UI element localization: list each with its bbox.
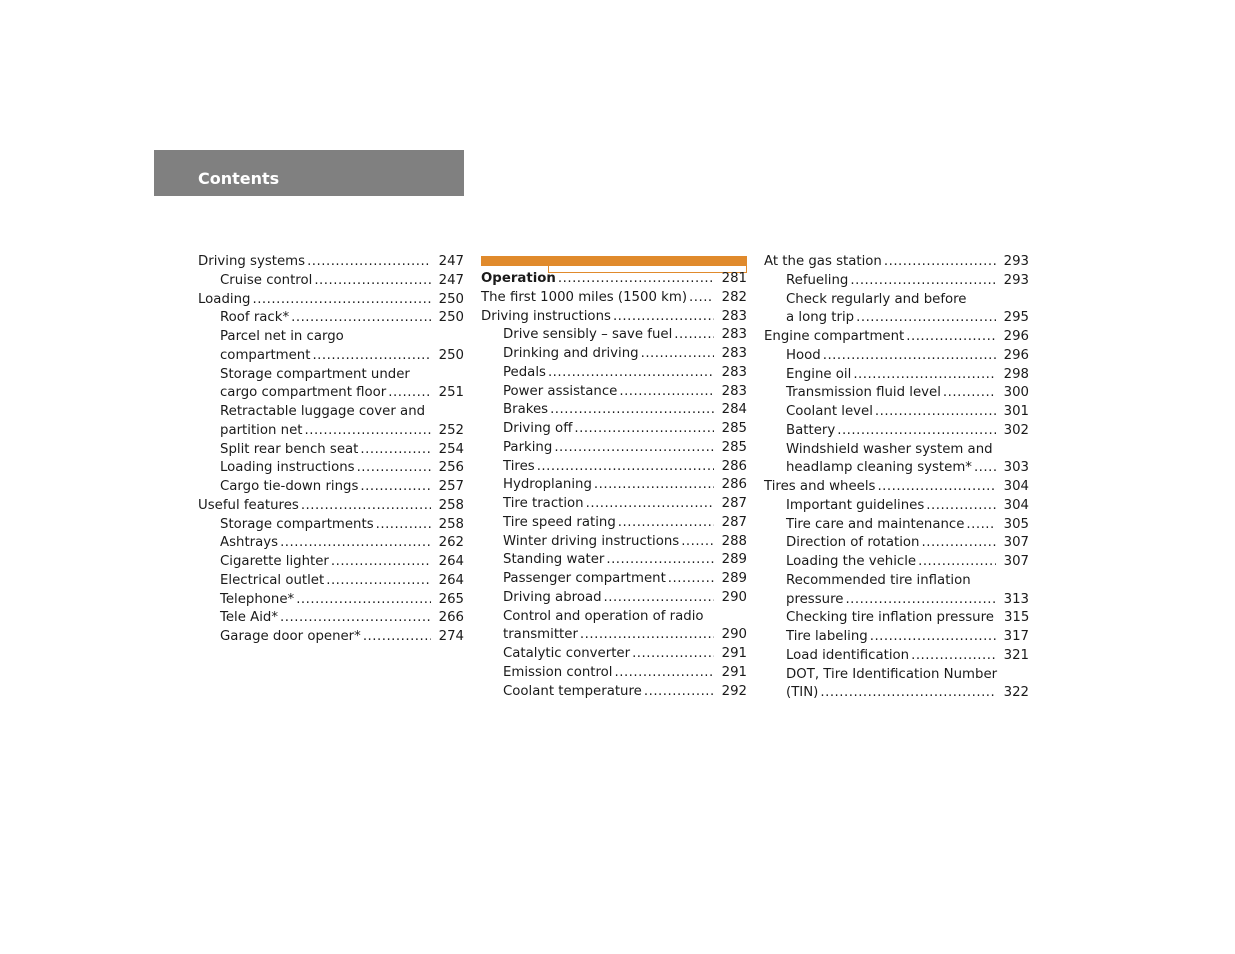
toc-entry-label: Tire care and maintenance (786, 516, 965, 532)
toc-leader-dots (632, 645, 714, 664)
toc-entry-page: 295 (1003, 310, 1029, 326)
toc-leader-dots (312, 347, 430, 366)
toc-entry-label: a long trip (786, 310, 855, 326)
toc-entry-label: transmitter (503, 627, 578, 643)
toc-leader-dots (918, 553, 996, 572)
toc-entry-label: compartment (220, 347, 311, 363)
toc-leader-dots (594, 476, 714, 495)
toc-entry-label: At the gas station (764, 254, 882, 269)
toc-entry-label: Loading the vehicle (786, 554, 917, 569)
toc-entry-label: Operation (481, 271, 556, 286)
toc-entry[interactable] (481, 551, 747, 570)
toc-entry[interactable] (481, 570, 747, 589)
toc-entry[interactable] (764, 291, 1029, 310)
toc-entry[interactable] (764, 478, 1029, 497)
toc-entry-page: 250 (438, 291, 464, 307)
toc-entry[interactable] (764, 647, 1029, 666)
toc-entry-page: 258 (438, 497, 464, 513)
toc-entry-label: Storage compartments (220, 516, 374, 532)
toc-entry-page: 292 (721, 683, 747, 699)
toc-entry[interactable] (198, 572, 464, 591)
toc-entry-page: 286 (721, 477, 747, 493)
toc-entry-page: 293 (1003, 254, 1029, 269)
toc-entry[interactable] (764, 459, 1029, 478)
toc-entry-page: 262 (438, 535, 464, 551)
toc-leader-dots (618, 514, 714, 533)
toc-entry-label: Hydroplaning (503, 477, 592, 493)
toc-entry-page: 313 (1003, 591, 1029, 607)
toc-entry[interactable] (764, 253, 1029, 272)
toc-entry[interactable] (481, 439, 747, 458)
toc-leader-dots (837, 422, 995, 441)
toc-entry-page: 296 (1003, 347, 1029, 363)
toc-entry-label: Hood (786, 347, 821, 363)
toc-entry-label: Loading instructions (220, 460, 355, 476)
toc-entry-label: Emission control (503, 664, 613, 680)
toc-entry-label: Split rear bench seat (220, 441, 359, 457)
toc-leader-dots (604, 589, 714, 608)
toc-leader-dots (875, 403, 996, 422)
toc-entry-label: Storage compartment under (220, 366, 410, 382)
toc-leader-dots (845, 591, 995, 610)
toc-entry-label: Electrical outlet (220, 572, 325, 588)
toc-entry-label: Parking (503, 439, 553, 455)
page-title: Contents (198, 169, 280, 188)
toc-entry-page: 256 (438, 460, 464, 476)
toc-leader-dots (911, 647, 996, 666)
toc-entry-page: 321 (1003, 647, 1029, 663)
toc-leader-dots (921, 534, 995, 553)
toc-column-1 (198, 253, 464, 647)
toc-entry[interactable] (481, 308, 747, 327)
toc-leader-dots (877, 478, 995, 497)
toc-entry-label: Tire labeling (786, 629, 868, 644)
toc-leader-dots (674, 326, 713, 345)
toc-entry[interactable] (764, 553, 1029, 572)
toc-entry-page: 251 (438, 385, 464, 401)
toc-leader-dots (644, 683, 714, 702)
toc-entry[interactable] (198, 422, 464, 441)
toc-entry-page: 298 (1003, 366, 1029, 382)
toc-entry-label: Direction of rotation (786, 535, 920, 551)
toc-entry[interactable] (481, 589, 747, 608)
toc-entry-label: Drive sensibly – save fuel (503, 327, 673, 343)
toc-entry[interactable] (481, 626, 747, 645)
toc-entry-label: Cargo tie-down rings (220, 479, 359, 494)
toc-entry[interactable] (764, 516, 1029, 535)
toc-entry-page: 250 (438, 310, 464, 326)
toc-entry[interactable] (198, 516, 464, 535)
toc-entry[interactable] (198, 534, 464, 553)
toc-entry-label: Loading (198, 291, 251, 307)
toc-entry-label: Retractable luggage cover and (220, 404, 426, 419)
toc-entry[interactable] (764, 272, 1029, 291)
toc-entry[interactable] (764, 403, 1029, 422)
toc-entry-page: 264 (438, 572, 464, 588)
toc-entry[interactable] (481, 645, 747, 664)
toc-entry[interactable] (764, 441, 1029, 460)
toc-entry[interactable] (481, 683, 747, 702)
toc-entry[interactable] (198, 403, 464, 422)
toc-entry-page: 322 (1003, 685, 1029, 701)
toc-entry[interactable] (764, 347, 1029, 366)
toc-entry-page: 301 (1003, 404, 1029, 419)
toc-entry-page: 289 (721, 571, 747, 586)
toc-entry-page: 283 (721, 346, 747, 361)
toc-entry-label: Tele Aid* (220, 610, 279, 626)
toc-entry-label: Winter driving instructions (503, 533, 680, 549)
toc-entry-page: 317 (1003, 629, 1029, 644)
toc-entry-page: 302 (1003, 422, 1029, 438)
toc-entry[interactable] (198, 459, 464, 478)
toc-entry[interactable] (764, 591, 1029, 610)
toc-entry-page: 287 (721, 496, 747, 511)
toc-entry-page: 305 (1003, 516, 1029, 532)
toc-entry-label: Driving instructions (481, 308, 611, 324)
toc-leader-dots (307, 253, 431, 272)
toc-entry-page: 257 (438, 479, 464, 494)
toc-leader-dots (548, 364, 714, 383)
toc-entry[interactable] (481, 664, 747, 683)
toc-entry[interactable] (481, 364, 747, 383)
toc-leader-dots (252, 291, 430, 310)
toc-leader-dots (668, 570, 714, 589)
toc-entry-page: 247 (438, 272, 464, 288)
toc-entry-page: 289 (721, 552, 747, 568)
toc-entry-label: Drinking and driving (503, 346, 639, 361)
toc-entry-label: Load identification (786, 647, 910, 663)
toc-entry-page: 307 (1003, 554, 1029, 569)
toc-entry[interactable] (198, 553, 464, 572)
toc-entry-label: Tire speed rating (503, 514, 616, 530)
toc-leader-dots (641, 345, 714, 364)
toc-entry[interactable] (481, 345, 747, 364)
toc-leader-dots (619, 383, 713, 402)
toc-entry-label: Check regularly and before (786, 291, 967, 307)
toc-entry-page: 290 (721, 627, 747, 643)
toc-entry-page: 283 (721, 383, 747, 399)
toc-entry-label: pressure (786, 591, 844, 607)
toc-entry-label: Power assistance (503, 383, 618, 399)
toc-leader-dots (606, 551, 713, 570)
toc-entry[interactable] (764, 384, 1029, 403)
toc-leader-dots (823, 347, 996, 366)
toc-leader-dots (537, 458, 714, 477)
toc-leader-dots (586, 495, 714, 514)
toc-entry-label: Transmission fluid level (786, 385, 941, 401)
toc-entry-label: Tires (503, 458, 535, 474)
toc-entry-page: 254 (438, 441, 464, 457)
toc-entry-page: 287 (721, 514, 747, 530)
toc-entry[interactable] (198, 384, 464, 403)
toc-leader-dots (926, 497, 995, 516)
toc-column-3 (764, 253, 1029, 703)
toc-entry-page: 291 (721, 664, 747, 680)
toc-entry-page: 283 (721, 327, 747, 343)
toc-leader-dots (850, 272, 995, 291)
toc-leader-dots (614, 664, 713, 683)
toc-entry[interactable] (481, 383, 747, 402)
toc-entry-page: 250 (438, 347, 464, 363)
toc-entry[interactable] (198, 478, 464, 497)
toc-entry-page: 288 (721, 533, 747, 549)
toc-entry[interactable] (764, 572, 1029, 591)
toc-entry-label: Driving off (503, 421, 573, 436)
toc-entry[interactable] (764, 309, 1029, 328)
toc-entry[interactable] (481, 514, 747, 533)
toc-entry-label: Driving systems (198, 254, 306, 269)
toc-entry-label: Refueling (786, 272, 849, 288)
toc-entry-label: Brakes (503, 402, 549, 418)
toc-entry-page: 296 (1003, 329, 1029, 344)
toc-leader-dots (291, 309, 431, 328)
toc-entry-page: 258 (438, 516, 464, 532)
toc-entry[interactable] (198, 291, 464, 310)
toc-entry[interactable] (764, 328, 1029, 347)
toc-entry-page: 304 (1003, 479, 1029, 494)
toc-entry[interactable] (481, 495, 747, 514)
toc-leader-dots (314, 272, 430, 291)
toc-entry-page: 247 (438, 254, 464, 269)
toc-entry-label: Driving abroad (503, 589, 602, 605)
toc-entry-page: 285 (721, 439, 747, 455)
toc-entry-label: Battery (786, 422, 836, 438)
toc-entry-label: Coolant level (786, 404, 873, 419)
toc-entry-label: Telephone* (220, 591, 295, 607)
toc-leader-dots (360, 478, 430, 497)
toc-entry-label: headlamp cleaning system* (786, 460, 972, 476)
toc-entry-page: 291 (721, 646, 747, 661)
toc-entry-label: Tires and wheels (764, 479, 876, 494)
toc-leader-dots (853, 366, 995, 385)
toc-entry-page: 293 (1003, 272, 1029, 288)
toc-entry[interactable] (481, 326, 747, 345)
toc-leader-dots (966, 516, 995, 535)
toc-entry[interactable] (198, 272, 464, 291)
toc-entry-label: Parcel net in cargo (220, 329, 344, 344)
toc-entry[interactable] (198, 628, 464, 647)
toc-leader-dots (943, 384, 996, 403)
toc-entry[interactable] (481, 458, 747, 477)
toc-entry[interactable] (481, 420, 747, 439)
toc-entry-page: 284 (721, 402, 747, 418)
toc-entry-page: 286 (721, 458, 747, 474)
toc-entry-label: cargo compartment floor (220, 385, 387, 401)
toc-entry[interactable] (198, 328, 464, 347)
toc-leader-dots (580, 626, 714, 645)
toc-leader-dots (870, 628, 996, 647)
toc-leader-dots (681, 533, 713, 552)
contents-header-bar (154, 150, 464, 196)
toc-entry-page: 290 (721, 589, 747, 605)
toc-entry-label: Passenger compartment (503, 571, 666, 586)
toc-entry[interactable] (481, 476, 747, 495)
toc-entry-label: Coolant temperature (503, 683, 642, 699)
toc-leader-dots (280, 534, 431, 553)
toc-leader-dots (574, 420, 713, 439)
toc-entry-label: Garage door opener* (220, 629, 361, 644)
toc-entry-page: 266 (438, 610, 464, 626)
toc-entry-label: Checking tire inflation pressure (786, 610, 994, 626)
toc-leader-dots (613, 308, 714, 327)
toc-leader-dots (974, 459, 996, 478)
toc-entry-label: Control and operation of radio (503, 608, 704, 624)
toc-leader-dots (554, 439, 713, 458)
section-accent-bar (481, 256, 747, 266)
toc-entry[interactable] (764, 628, 1029, 647)
toc-entry-page: 281 (721, 271, 747, 286)
toc-entry[interactable] (198, 347, 464, 366)
toc-entry-label: Engine oil (786, 366, 852, 382)
toc-entry-label: Cruise control (220, 272, 313, 288)
toc-entry[interactable] (481, 608, 747, 627)
toc-entry-page: 307 (1003, 535, 1029, 551)
toc-entry-label: Catalytic converter (503, 646, 631, 661)
toc-entry-label: Pedals (503, 364, 546, 380)
toc-leader-dots (820, 684, 995, 703)
toc-entry[interactable] (764, 366, 1029, 385)
toc-entry-label: Recommended tire inflation (786, 572, 971, 588)
toc-entry[interactable] (198, 591, 464, 610)
toc-entry-label: Useful features (198, 497, 299, 513)
toc-entry-page: 283 (721, 364, 747, 380)
toc-leader-dots (280, 609, 431, 628)
toc-entry-page: 274 (438, 629, 464, 644)
toc-leader-dots (301, 497, 431, 516)
toc-entry[interactable] (764, 497, 1029, 516)
toc-entry-label: Windshield washer system and (786, 441, 993, 457)
toc-leader-dots (326, 572, 430, 591)
toc-entry-page: 283 (721, 308, 747, 324)
toc-entry[interactable] (481, 401, 747, 420)
toc-entry-label: Roof rack* (220, 310, 290, 326)
toc-entry-page: 303 (1003, 460, 1029, 476)
toc-leader-dots (360, 441, 430, 460)
toc-entry[interactable] (481, 533, 747, 552)
toc-column-2 (481, 270, 747, 701)
toc-leader-dots (363, 628, 431, 647)
toc-entry[interactable] (764, 534, 1029, 553)
toc-entry-label: Tire traction (503, 496, 584, 511)
toc-entry[interactable] (198, 253, 464, 272)
toc-leader-dots (357, 459, 431, 478)
toc-leader-dots (376, 516, 431, 535)
toc-leader-dots (689, 289, 714, 308)
toc-entry-page: 304 (1003, 497, 1029, 513)
toc-entry-page: 282 (721, 289, 747, 305)
toc-leader-dots (856, 309, 995, 328)
toc-leader-dots (884, 253, 996, 272)
toc-leader-dots (388, 384, 430, 403)
toc-entry[interactable] (764, 666, 1029, 685)
toc-entry[interactable] (764, 422, 1029, 441)
toc-entry-label: Engine compartment (764, 329, 905, 344)
toc-entry[interactable] (764, 609, 1029, 628)
toc-entry[interactable] (198, 366, 464, 385)
toc-leader-dots (550, 401, 714, 420)
toc-entry-label: The first 1000 miles (1500 km) (481, 289, 688, 305)
toc-leader-dots (304, 422, 430, 441)
toc-leader-dots (906, 328, 995, 347)
toc-entry-label: Important guidelines (786, 497, 925, 513)
toc-entry-label: DOT, Tire Identification Number (786, 666, 998, 682)
toc-entry-page: 265 (438, 591, 464, 607)
toc-entry[interactable] (764, 684, 1029, 703)
toc-entry[interactable] (198, 609, 464, 628)
toc-entry[interactable] (481, 270, 747, 289)
toc-entry-label: (TIN) (786, 685, 819, 701)
toc-entry-page: 315 (1003, 610, 1030, 626)
toc-entry-label: Ashtrays (220, 535, 279, 551)
toc-entry-page: 252 (438, 422, 464, 438)
toc-leader-dots (331, 553, 431, 572)
toc-entry-label: partition net (220, 422, 303, 438)
toc-entry[interactable] (198, 309, 464, 328)
toc-leader-dots (558, 270, 714, 289)
toc-entry[interactable] (198, 497, 464, 516)
toc-leader-dots (296, 591, 430, 610)
toc-entry[interactable] (481, 289, 747, 308)
toc-entry-label: Cigarette lighter (220, 554, 329, 569)
toc-entry-label: Standing water (503, 552, 605, 568)
toc-entry[interactable] (198, 441, 464, 460)
toc-entry-page: 285 (721, 421, 747, 436)
toc-entry-page: 264 (438, 554, 464, 569)
toc-entry-page: 300 (1003, 385, 1029, 401)
